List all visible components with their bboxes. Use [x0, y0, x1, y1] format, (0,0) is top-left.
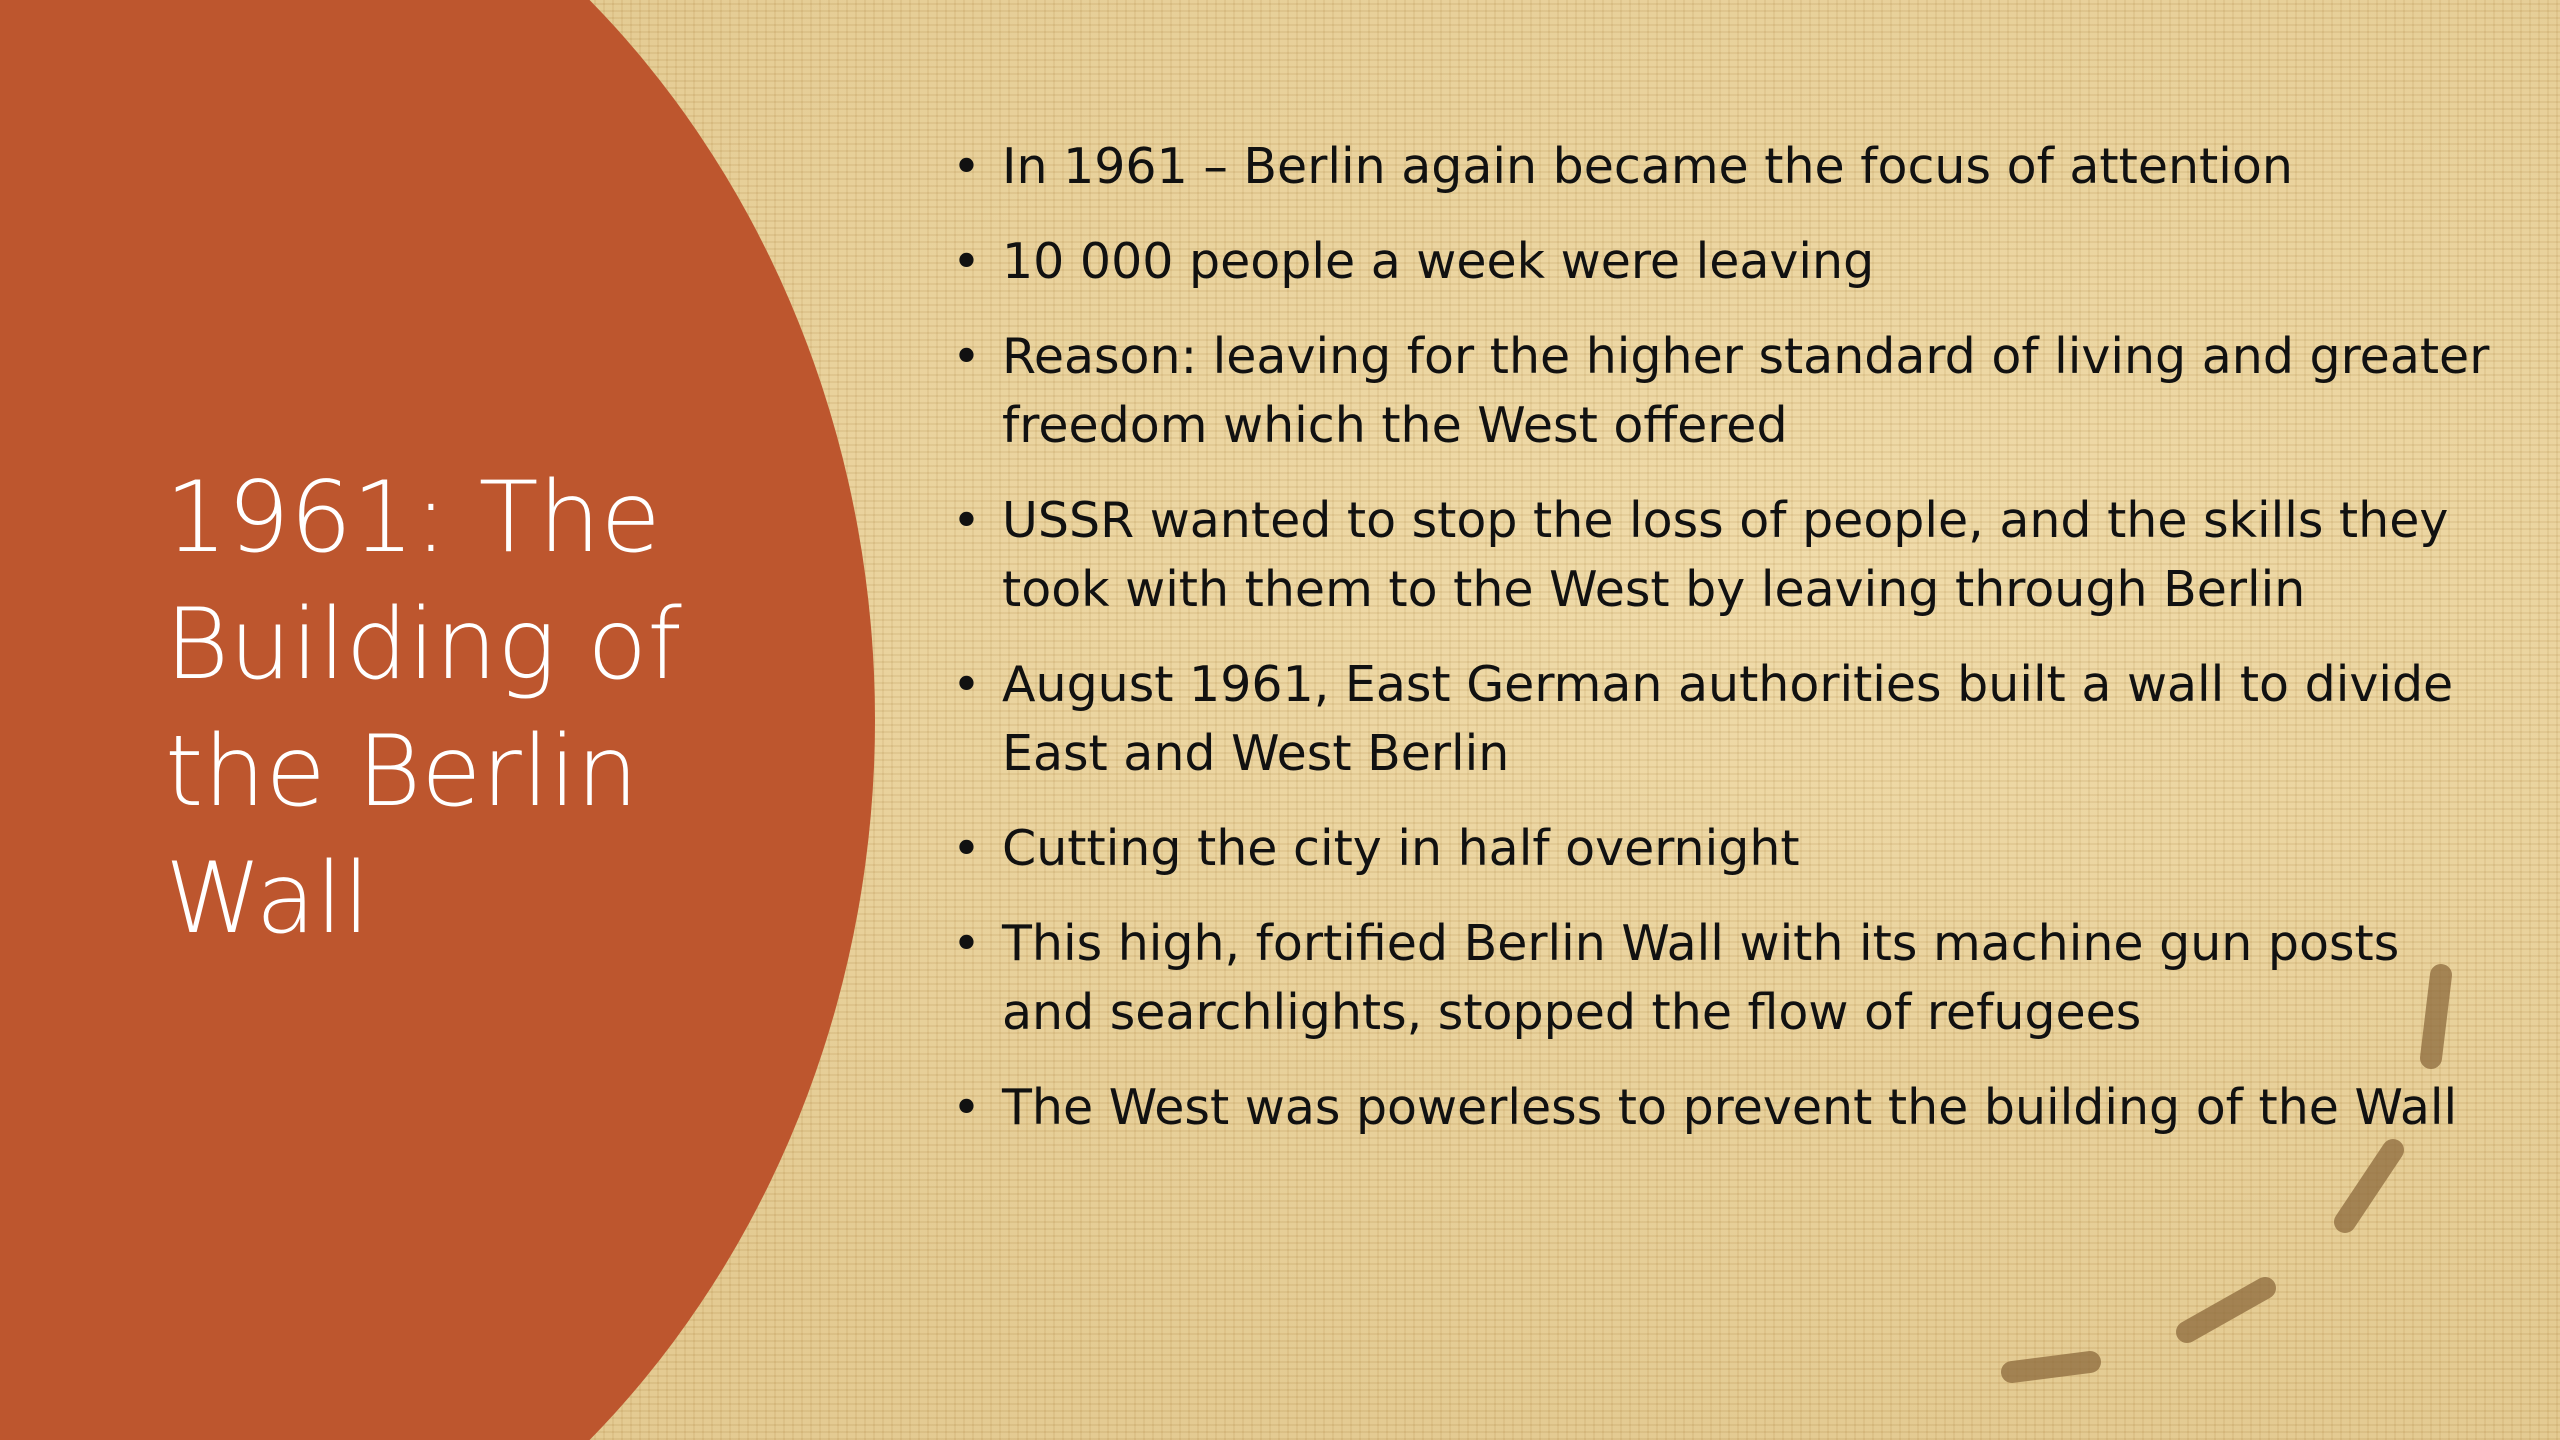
bullet-list [952, 132, 2492, 1168]
bullet-item [952, 814, 2492, 883]
dash-mark [2012, 1362, 2090, 1372]
bullet-dot: • [952, 656, 981, 713]
bullet-item [952, 322, 2492, 460]
bullet-text: This high, fortified Berlin Wall with its machine gun posts and searchlights, stopped the flow of refugees [1002, 915, 2400, 1041]
bullet-item [952, 227, 2492, 296]
bullet-text: August 1961, East German authorities built a wall to divide East and West Berlin [1002, 656, 2454, 782]
bullet-text: 10 000 people a week were leaving [1002, 233, 1875, 290]
bullet-item [952, 132, 2492, 201]
bullet-item [952, 909, 2492, 1047]
bullet-text: Reason: leaving for the higher standard of living and greater freedom which the West offered [1002, 328, 2490, 454]
bullet-dot: • [952, 233, 981, 290]
bullet-item [952, 1073, 2492, 1142]
bullet-text: In 1961 – Berlin again became the focus of attention [1002, 138, 2293, 195]
dash-mark [2187, 1288, 2265, 1332]
bullet-text: Cutting the city in half overnight [1002, 820, 1800, 877]
bullet-text: The West was powerless to prevent the building of the Wall [1002, 1079, 2458, 1136]
bullet-text: USSR wanted to stop the loss of people, and the skills they took with them to the West by leaving through Berlin [1002, 492, 2449, 618]
bullet-item [952, 650, 2492, 788]
bullet-dot: • [952, 492, 981, 549]
bullet-dot: • [952, 1079, 981, 1136]
bullet-dot: • [952, 820, 981, 877]
slide-title: 1961: The Building of the Berlin Wall [165, 461, 682, 956]
bullet-dot: • [952, 328, 981, 385]
bullet-item [952, 486, 2492, 624]
bullet-dot: • [952, 915, 981, 972]
bullet-dot: • [952, 138, 981, 195]
